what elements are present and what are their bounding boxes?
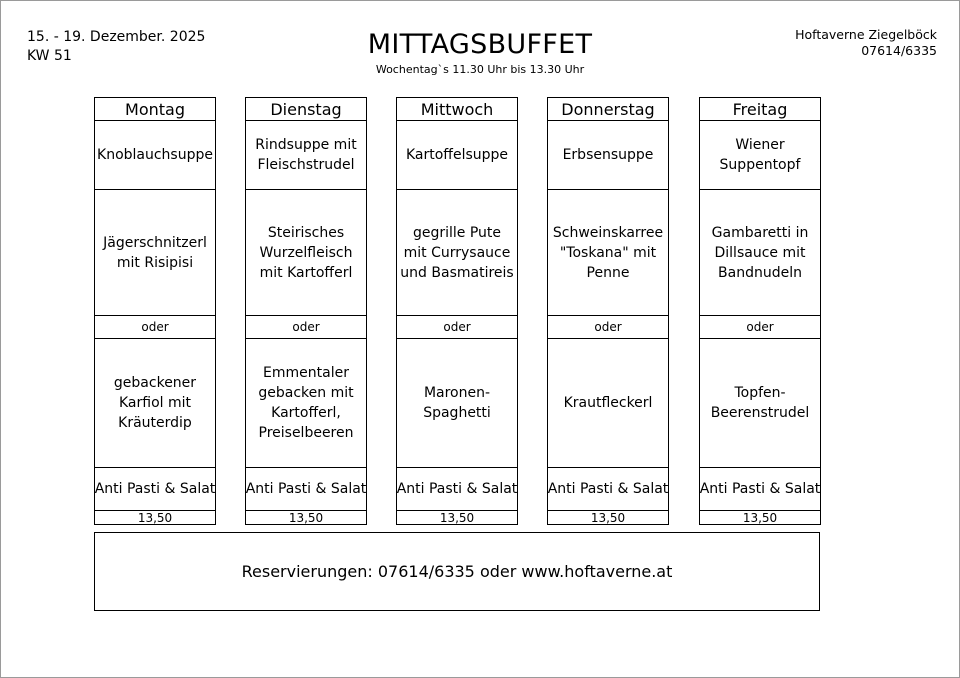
main-dish-2: Maronen-Spaghetti <box>397 339 517 468</box>
main-dish-1: Jägerschnitzerl mit Risipisi <box>95 190 215 316</box>
main-dish-1: gegrille Pute mit Currysauce und Basmatireis <box>397 190 517 316</box>
soup: Erbsensuppe <box>548 121 668 190</box>
day-name: Donnerstag <box>548 98 668 121</box>
venue-name: Hoftaverne Ziegelböck <box>795 27 937 42</box>
main-dish-2: Topfen-Beerenstrudel <box>700 339 820 468</box>
price: 13,50 <box>439 511 475 525</box>
or-label: oder <box>246 316 366 339</box>
price: 13,50 <box>742 511 778 525</box>
day-column-montag <box>94 97 216 525</box>
day-column-donnerstag <box>547 97 669 525</box>
main-dish-1: Schweinskarree "Toskana" mit Penne <box>548 190 668 316</box>
main-dish-1: Steirisches Wurzelfleisch mit Kartofferl <box>246 190 366 316</box>
day-column-freitag <box>699 97 821 525</box>
or-label: oder <box>548 316 668 339</box>
price: 13,50 <box>590 511 626 525</box>
day-column-dienstag <box>245 97 367 525</box>
venue-phone: 07614/6335 <box>861 43 937 58</box>
price: 13,50 <box>137 511 173 525</box>
salad: Anti Pasti & Salat <box>95 468 215 511</box>
page-title: MITTAGSBUFFET <box>367 29 593 60</box>
day-name: Freitag <box>700 98 820 121</box>
salad: Anti Pasti & Salat <box>700 468 820 511</box>
main-dish-2: Krautfleckerl <box>548 339 668 468</box>
price: 13,50 <box>288 511 324 525</box>
salad: Anti Pasti & Salat <box>397 468 517 511</box>
soup: Wiener Suppentopf <box>700 121 820 190</box>
soup: Knoblauchsuppe <box>95 121 215 190</box>
calendar-week: KW 51 <box>27 48 72 64</box>
day-column-mittwoch <box>396 97 518 525</box>
day-name: Montag <box>95 98 215 121</box>
soup: Kartoffelsuppe <box>397 121 517 190</box>
date-range: 15. - 19. Dezember. 2025 <box>27 29 206 45</box>
opening-hours: Wochentag`s 11.30 Uhr bis 13.30 Uhr <box>375 63 585 76</box>
main-dish-2: gebackener Karfiol mit Kräuterdip <box>95 339 215 468</box>
salad: Anti Pasti & Salat <box>246 468 366 511</box>
soup: Rindsuppe mit Fleischstrudel <box>246 121 366 190</box>
reservation-box: Reservierungen: 07614/6335 oder www.hoftaverne.at <box>94 532 820 611</box>
or-label: oder <box>397 316 517 339</box>
main-dish-2: Emmentaler gebacken mit Kartofferl, Preiselbeeren <box>246 339 366 468</box>
or-label: oder <box>95 316 215 339</box>
main-dish-1: Gambaretti in Dillsauce mit Bandnudeln <box>700 190 820 316</box>
salad: Anti Pasti & Salat <box>548 468 668 511</box>
day-name: Mittwoch <box>397 98 517 121</box>
day-name: Dienstag <box>246 98 366 121</box>
or-label: oder <box>700 316 820 339</box>
